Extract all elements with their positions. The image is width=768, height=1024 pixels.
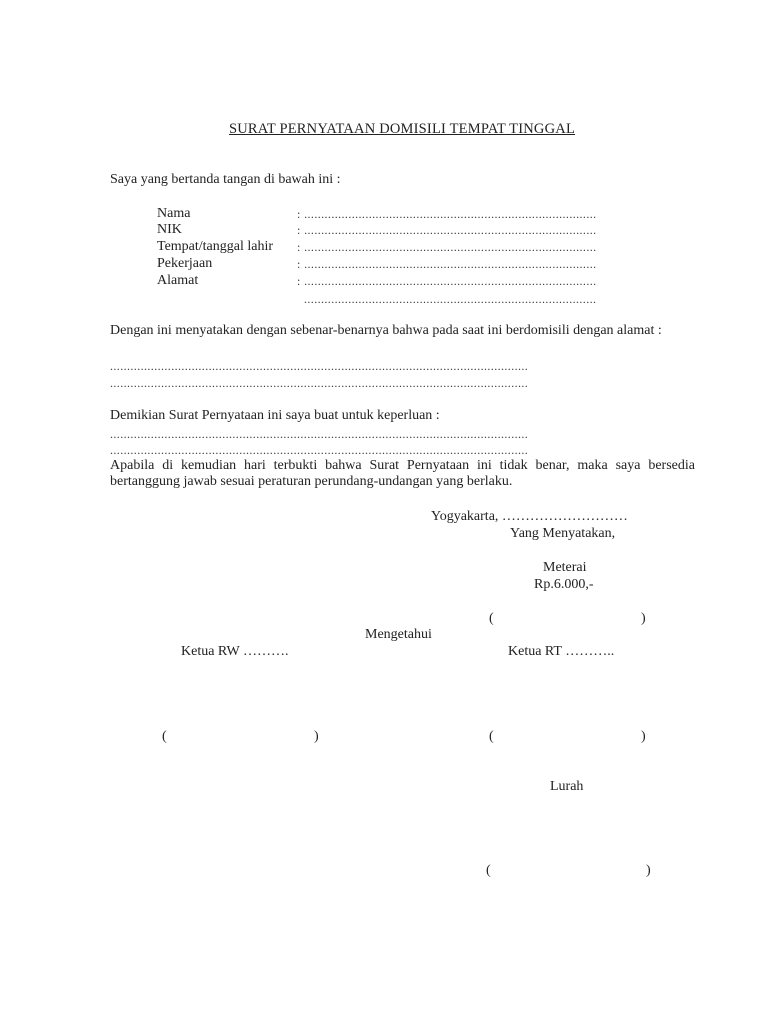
ketua-rt-label: Ketua RT ……….. <box>508 644 615 659</box>
lurah-label: Lurah <box>550 779 584 794</box>
purpose-line-2[interactable]: ........................................................................................................................... <box>110 443 529 457</box>
address-line-2[interactable]: ........................................................................................................................... <box>110 376 529 390</box>
rt-close-paren: ) <box>641 729 646 744</box>
address-line-1[interactable]: ........................................................................................................................... <box>110 359 529 373</box>
rt-open-paren: ( <box>489 729 494 744</box>
lurah-open-paren: ( <box>486 863 491 878</box>
stamp-label: Meterai <box>543 560 587 575</box>
field-dots-alamat[interactable]: : ...................................................................................... <box>297 274 597 288</box>
stamp-amount: Rp.6.000,- <box>534 577 594 592</box>
field-dots-nik[interactable]: : ...................................................................................... <box>297 223 597 237</box>
declarant-close-paren: ) <box>641 611 646 626</box>
purpose-text: Demikian Surat Pernyataan ini saya buat untuk keperluan : <box>110 408 440 423</box>
field-label-alamat: Alamat <box>157 273 199 288</box>
statement-text: Dengan ini menyatakan dengan sebenar-benarnya bahwa pada saat ini berdomisili dengan alamat : <box>110 323 662 338</box>
field-label-ttl: Tempat/tanggal lahir <box>157 239 274 254</box>
field-dots-alamat-extra[interactable]: ...................................................................................... <box>304 292 597 306</box>
document-title: SURAT PERNYATAAN DOMISILI TEMPAT TINGGAL <box>228 121 576 137</box>
declarant-open-paren: ( <box>489 611 494 626</box>
disclaimer-text: Apabila di kemudian hari terbukti bahwa Surat Pernyataan ini tidak benar, maka saya bersedia bertanggung jawab sesuai peraturan perundang-undangan yang berlaku. <box>110 458 695 489</box>
field-dots-nama[interactable]: : ...................................................................................... <box>297 207 597 221</box>
field-dots-ttl[interactable]: : ...................................................................................... <box>297 240 597 254</box>
field-label-nama: Nama <box>157 206 191 221</box>
field-dots-pekerjaan[interactable]: : ...................................................................................... <box>297 257 597 271</box>
lurah-close-paren: ) <box>646 863 651 878</box>
rw-close-paren: ) <box>314 729 319 744</box>
declarant-label: Yang Menyatakan, <box>510 526 616 541</box>
ketua-rw-label: Ketua RW ………. <box>181 644 289 659</box>
place-date: Yogyakarta, ……………………… <box>431 509 628 524</box>
rw-open-paren: ( <box>162 729 167 744</box>
field-label-pekerjaan: Pekerjaan <box>157 256 213 271</box>
field-label-nik: NIK <box>157 222 182 237</box>
mengetahui-label: Mengetahui <box>365 627 432 642</box>
purpose-line-1[interactable]: ........................................................................................................................... <box>110 427 529 441</box>
intro-text: Saya yang bertanda tangan di bawah ini : <box>110 172 341 187</box>
